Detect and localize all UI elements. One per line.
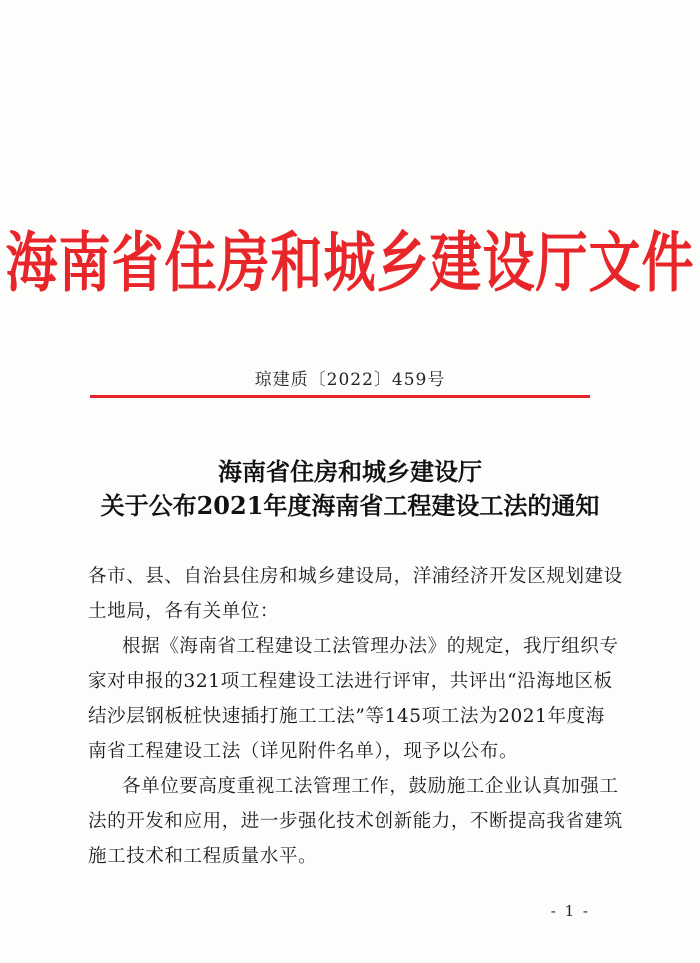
body-line: 结沙层钢板桩快速插打施工工法”等145项工法为2021年度海	[88, 706, 605, 727]
body-line: 法的开发和应用，进一步强化技术创新能力，不断提高我省建筑	[88, 811, 623, 832]
body-line: 各市、县、自治县住房和城乡建设局，洋浦经济开发区规划建设	[88, 566, 623, 587]
body-line: 家对申报的321项工程建设工法进行评审，共评出“沿海地区板	[88, 671, 613, 692]
red-separator-line	[90, 395, 590, 398]
document-number: 琼建质〔2022〕459号	[254, 370, 446, 390]
body-line: 南省工程建设工法（详见附件名单），现予以公布。	[88, 741, 519, 762]
body-line: 各单位要高度重视工法管理工作，鼓励施工企业认真加强工	[122, 776, 619, 797]
body-line: 土地局，各有关单位：	[88, 601, 280, 622]
page-number: - 1 -	[550, 902, 590, 920]
notice-title-line-1: 海南省住房和城乡建设厅	[218, 457, 482, 486]
body-line: 施工技术和工程质量水平。	[88, 846, 318, 867]
issuing-authority-header: 海南省住房和城乡建设厅文件	[5, 226, 695, 302]
notice-title-line-2: 关于公布2021年度海南省工程建设工法的通知	[100, 491, 600, 520]
body-line: 根据《海南省工程建设工法管理办法》的规定，我厅组织专	[122, 636, 619, 657]
